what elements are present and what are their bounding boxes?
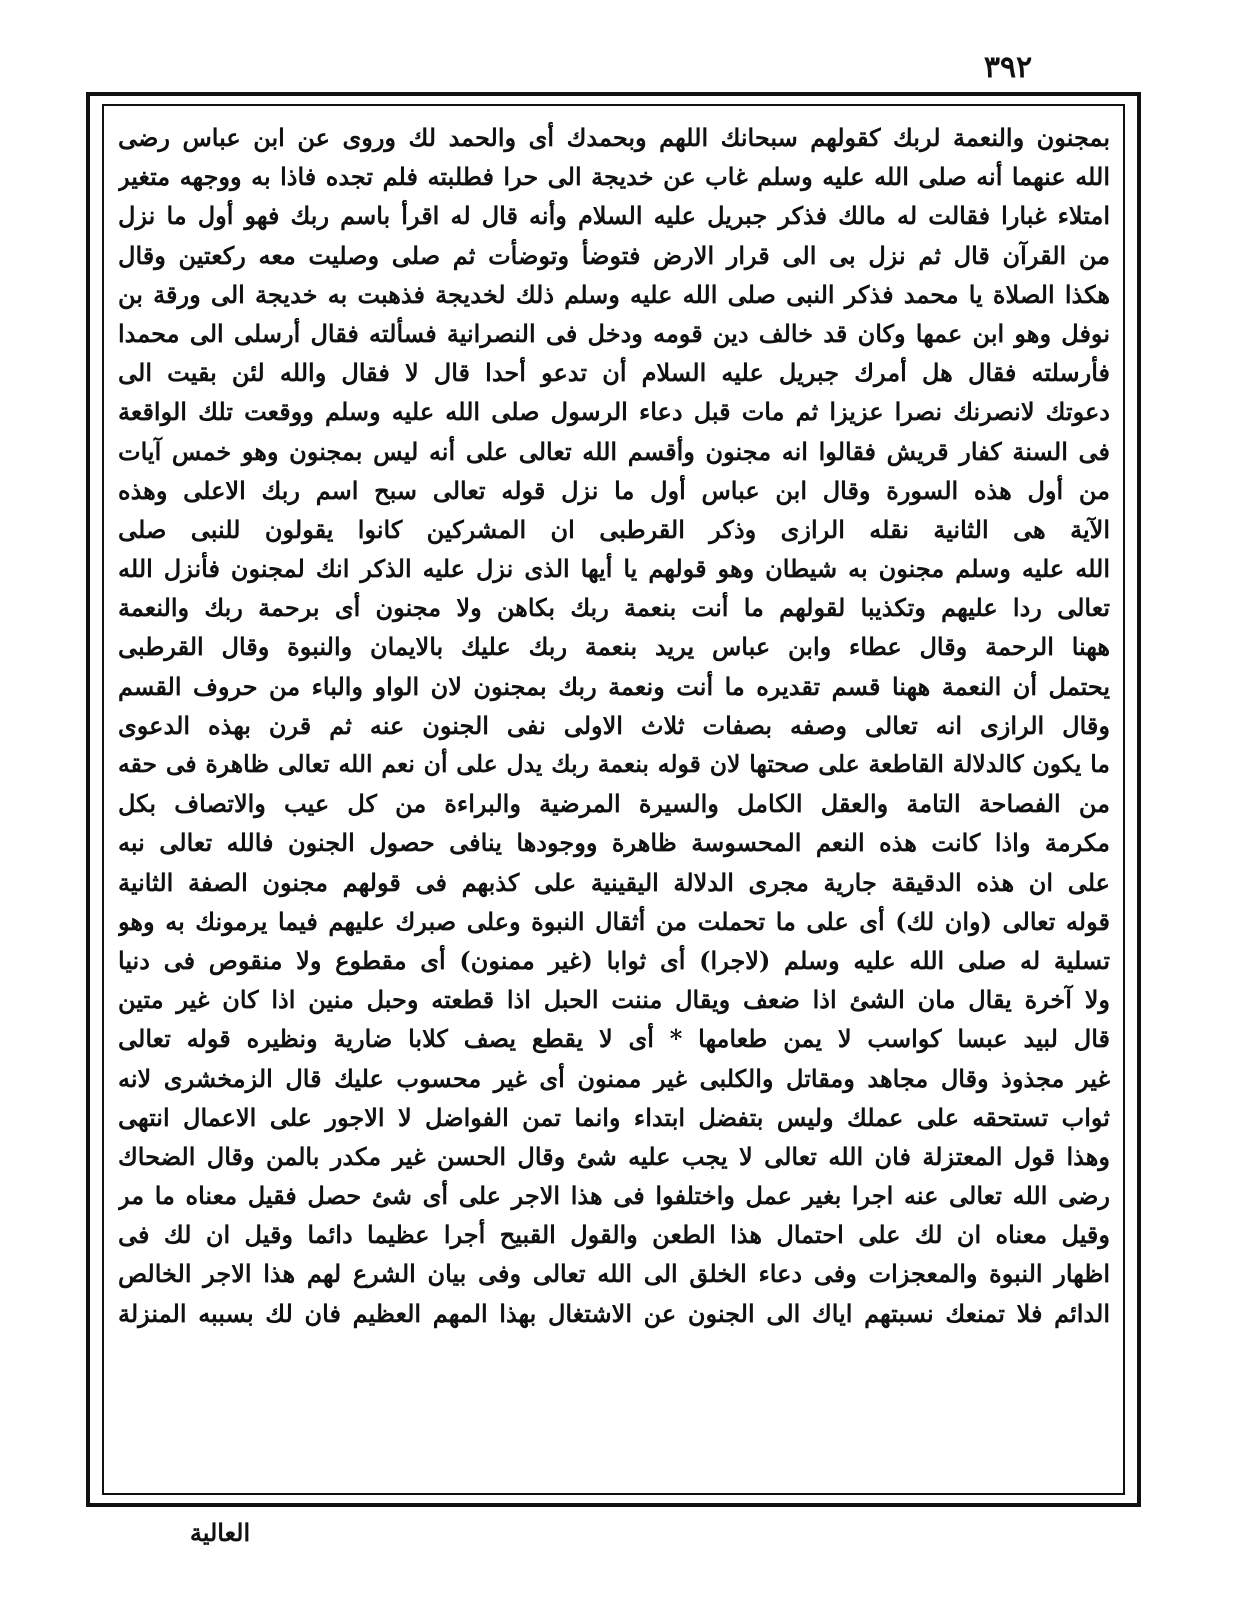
text-line: وهذا قول المعتزلة فان الله تعالى لا يجب عليه شئ وقال الحسن غير مكدر بالمن وقال الضحاك: [118, 1141, 1110, 1171]
text-line: الله عليه وسلم مجنون به شيطان وهو قولهم يا أيها الذى نزل عليه الذكر انك لمجنون فأنزل الله: [118, 554, 1110, 584]
text-line: يحتمل أن النعمة ههنا قسم تقديره ما أنت ونعمة ربك بمجنون لان الواو والباء من حروف القسم: [118, 671, 1110, 701]
text-line: على ان هذه الدقيقة جارية مجرى الدلالة اليقينية على كذبهم فى قولهم مجنون الصفة الثانية: [118, 867, 1110, 897]
text-line: مكرمة واذا كانت هذه النعم المحسوسة ظاهرة ووجودها ينافى حصول الجنون فالله تعالى نبه: [118, 828, 1110, 858]
text-line: الله عنهما أنه صلى الله عليه وسلم غاب عن خديجة الى حرا فطلبته فلم تجده فاذا به ووجهه متغير: [118, 162, 1110, 192]
text-line: امتلاء غبارا فقالت له مالك فذكر جبريل عليه السلام وأنه قال له اقرأ باسم ربك فهو أول ما نزل: [118, 201, 1110, 231]
text-line: بمجنون والنعمة لربك كقولهم سبحانك اللهم وبحمدك أى والحمد لك وروى عن ابن عباس رضى: [118, 123, 1110, 152]
text-line: تعالى ردا عليهم وتكذيبا لقولهم ما أنت بنعمة ربك بكاهن ولا مجنون أى برحمة ربك والنعمة: [118, 593, 1110, 623]
text-line: دعوتك لانصرنك نصرا عزيزا ثم مات قبل دعاء الرسول صلى الله عليه وسلم ووقعت تلك الواقعة: [118, 397, 1110, 427]
text-line: ههنا الرحمة وقال عطاء وابن عباس يريد بنعمة ربك عليك بالايمان والنبوة وقال القرطبى: [118, 632, 1110, 662]
text-line: وقال الرازى انه تعالى وصفه بصفات ثلاث الاولى نفى الجنون عنه ثم قرن بهذه الدعوى: [118, 710, 1110, 740]
text-line: قال لبيد عبسا كواسب لا يمن طعامها * أى لا يقطع يصف كلابا ضارية ونظيره قوله تعالى: [118, 1024, 1110, 1054]
page-number: ٣٩٢: [983, 50, 1033, 85]
text-line: فى السنة كفار قريش فقالوا انه مجنون وأقسم الله تعالى على أنه ليس بمجنون وهو خمس آيات: [118, 436, 1110, 466]
text-line: وقيل معناه ان لك على احتمال هذا الطعن والقول القبيح أجرا عظيما دائما وقيل ان لك فى: [118, 1220, 1110, 1250]
text-line: ولا آخرة يقال مان الشئ اذا ضعف ويقال مننت الحبل اذا قطعته وحبل منين اذا كان غير متين: [118, 985, 1110, 1015]
text-line: من أول هذه السورة وقال ابن عباس أول ما نزل قوله تعالى سبح اسم ربك الاعلى وهذه: [118, 475, 1110, 505]
text-line: هكذا الصلاة يا محمد فذكر النبى صلى الله عليه وسلم ذلك لخديجة فذهبت به خديجة الى ورقة بن: [118, 279, 1110, 309]
text-line: غير مجذوذ وقال مجاهد ومقاتل والكلبى غير ممنون أى غير محسوب عليك قال الزمخشرى لانه: [118, 1063, 1110, 1093]
text-line: اظهار النبوة والمعجزات وفى دعاء الخلق الى الله تعالى وفى بيان الشرع لهم هذا الاجر الخالص: [118, 1259, 1110, 1289]
catchword: العالية: [189, 1518, 251, 1547]
text-line: رضى الله تعالى عنه اجرا بغير عمل واختلفوا فى هذا الاجر على أى شئ حصل فقيل معناه ما مر: [118, 1181, 1110, 1211]
text-line: نوفل وهو ابن عمها وكان قد خالف دين قومه ودخل فى النصرانية فسألته فقال أرسلى الى محمدا: [118, 318, 1110, 348]
text-line: من القرآن قال ثم نزل بى الى قرار الارض فتوضأ وتوضأت ثم صلى وصليت معه ركعتين وقال: [118, 240, 1110, 270]
text-line: الدائم فلا تمنعك نسبتهم اياك الى الجنون عن الاشتغال بهذا المهم العظيم فان لك بسببه المنزلة: [118, 1298, 1110, 1328]
text-line: فأرسلته فقال هل أمرك جبريل عليه السلام أن تدعو أحدا قال لا فقال والله لئن بقيت الى: [118, 358, 1110, 388]
text-line: قوله تعالى (وان لك) أى على ما تحملت من أثقال النبوة وعلى صبرك عليهم فيما يرمونك به وهو: [118, 906, 1110, 936]
text-line: تسلية له صلى الله عليه وسلم (لاجرا) أى ثوابا (غير ممنون) أى مقطوع ولا منقوص فى دنيا: [118, 945, 1110, 975]
text-line: من الفصاحة التامة والعقل الكامل والسيرة المرضية والبراءة من كل عيب والاتصاف بكل: [118, 789, 1110, 819]
text-line: ما يكون كالدلالة القاطعة على صحتها لان قوله بنعمة ربك يدل على أن نعم الله تعالى ظاهرة فى حقه: [118, 750, 1110, 778]
text-body: [118, 118, 1110, 1488]
text-line: الآية هى الثانية نقله الرازى وذكر القرطبى ان المشركين كانوا يقولون للنبى صلى: [118, 514, 1110, 544]
text-line: ثواب تستحقه على عملك وليس بتفضل ابتداء وانما تمن الفواضل لا الاجور على الاعمال انتهى: [118, 1102, 1110, 1132]
